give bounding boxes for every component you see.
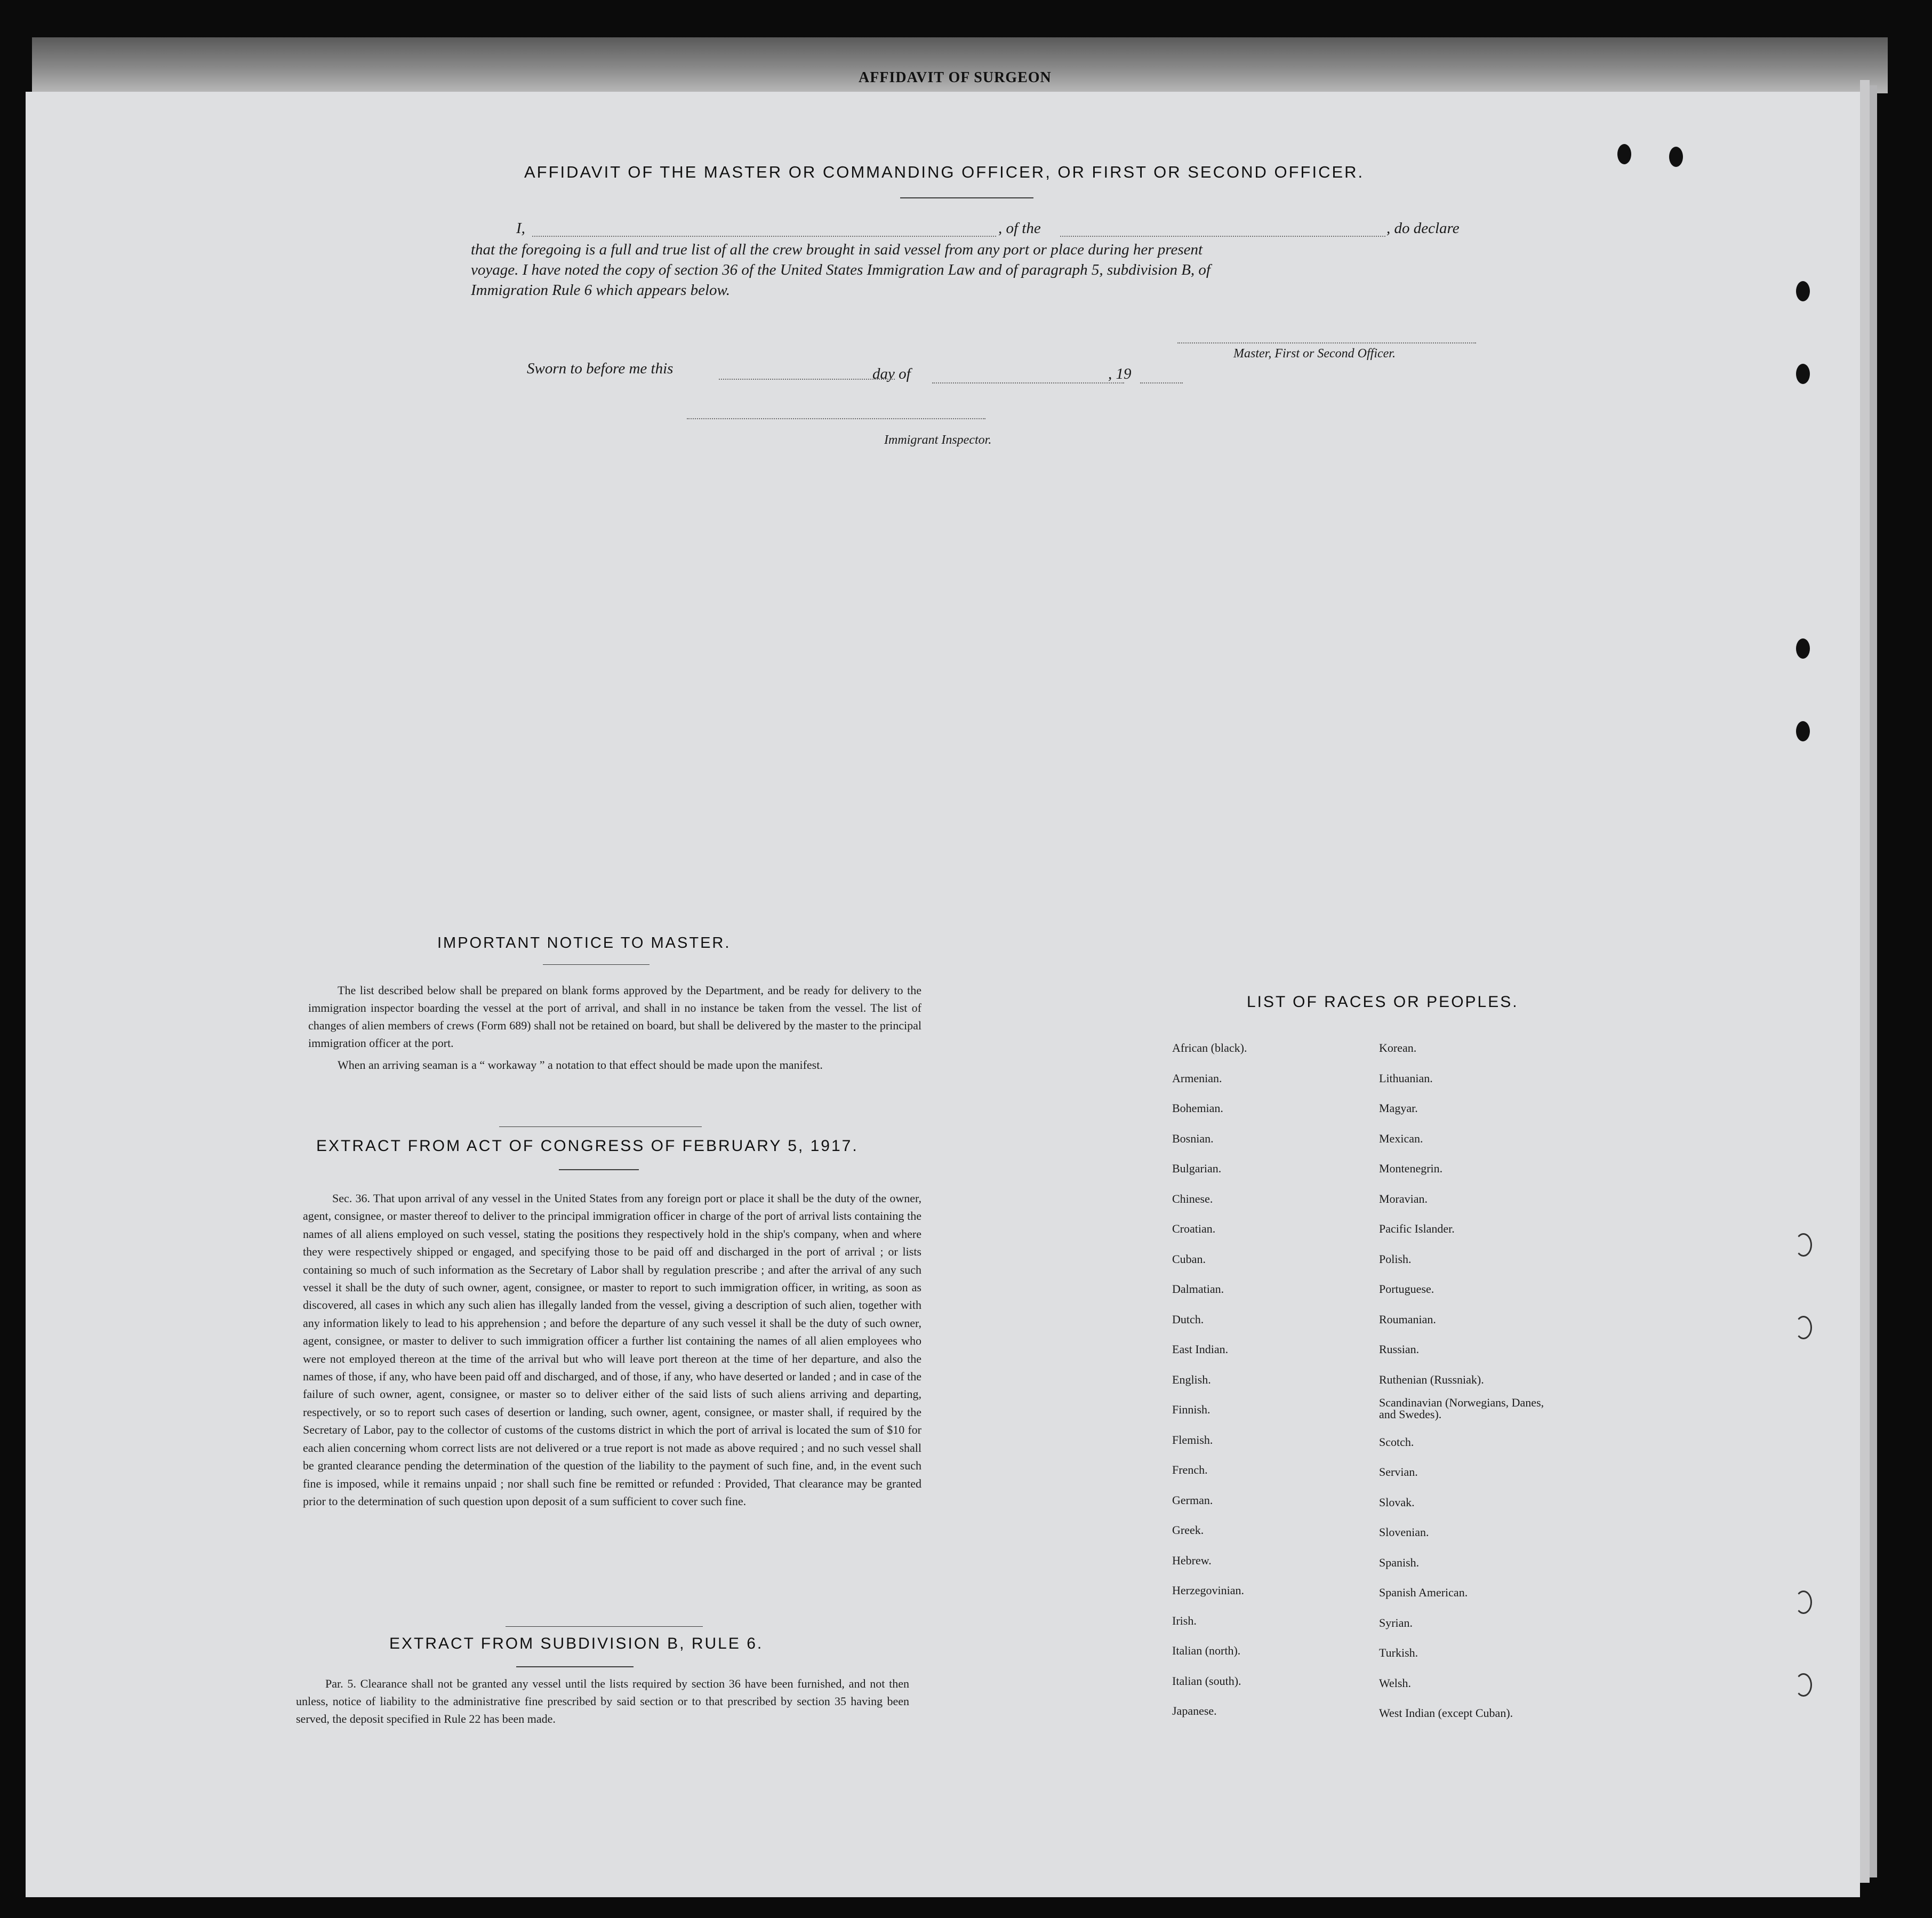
race-item: Armenian. <box>1172 1071 1222 1085</box>
sworn-year-blank[interactable] <box>1140 382 1183 383</box>
race-item: Dutch. <box>1172 1312 1204 1326</box>
inspector-blank[interactable] <box>687 418 985 419</box>
page-edge <box>1860 80 1870 1883</box>
race-item: Irish. <box>1172 1613 1197 1627</box>
sworn-month-blank[interactable] <box>932 382 1124 383</box>
rule-title: EXTRACT FROM SUBDIVISION B, RULE 6. <box>389 1635 764 1652</box>
race-item: Moravian. <box>1379 1192 1428 1205</box>
race-item: German. <box>1172 1493 1213 1507</box>
races-title: LIST OF RACES OR PEOPLES. <box>1247 993 1519 1011</box>
race-item: Montenegrin. <box>1379 1162 1443 1175</box>
race-item: Japanese. <box>1172 1704 1217 1717</box>
race-item: Croatian. <box>1172 1222 1216 1235</box>
race-item: Turkish. <box>1379 1646 1418 1659</box>
race-item: Ruthenian (Russniak). <box>1379 1372 1484 1386</box>
race-item: Korean. <box>1379 1041 1417 1054</box>
signature-blank[interactable] <box>1177 342 1476 343</box>
race-item: Polish. <box>1379 1252 1412 1266</box>
race-item: Finnish. <box>1172 1403 1210 1416</box>
signature-label: Master, First or Second Officer. <box>1233 347 1396 361</box>
race-item: Spanish American. <box>1379 1586 1468 1599</box>
name-blank[interactable] <box>532 236 996 237</box>
notice-paragraph: The list described below shall be prepared on blank forms approved by the Department, and be ready for delivery to the immigration inspector boarding the vessel at the port of arrival, and shall in no instance be taken from the vessel. The list of changes of alien members of crews (Form 689) shall not be retained on board, but shall be delivered by the master to the principal immigration officer at the port. <box>308 984 921 1050</box>
affidavit-of-the: , of the <box>998 220 1041 237</box>
races-list-left <box>1172 1033 1247 1727</box>
race-item: Spanish. <box>1379 1555 1420 1569</box>
race-item: East Indian. <box>1172 1342 1229 1356</box>
punch-hole <box>1795 1673 1812 1697</box>
sworn-day-of: day of <box>872 365 911 382</box>
race-item: Bosnian. <box>1172 1131 1214 1145</box>
affidavit-body-line: Immigration Rule 6 which appears below. <box>471 282 730 299</box>
race-item: Italian (south). <box>1172 1674 1241 1688</box>
race-item: Chinese. <box>1172 1192 1213 1205</box>
race-item: Scandinavian (Norwegians, Danes, and Swedes). <box>1379 1396 1544 1421</box>
race-item: Italian (north). <box>1172 1644 1241 1657</box>
race-item: Pacific Islander. <box>1379 1222 1455 1235</box>
rule-top-rule <box>506 1626 703 1627</box>
race-item: Slovak. <box>1379 1495 1415 1509</box>
punch-hole <box>1795 1233 1812 1257</box>
notice-paragraph: When an arriving seaman is a “ workaway ” a notation to that effect should be made upon the manifest. <box>338 1058 823 1072</box>
rule-paragraph-5: Par. 5. Clearance shall not be granted any vessel until the lists required by section 36 have been furnished, and not then unless, notice of liability to the administrative fine prescribed by said section or to that prescribed by section 35 having been served, the deposit specified in Rule 22 has been made. <box>296 1677 909 1725</box>
race-item: Syrian. <box>1379 1616 1413 1629</box>
race-item: French. <box>1172 1463 1208 1476</box>
race-item: Portuguese. <box>1379 1282 1434 1296</box>
rule-body <box>296 1675 909 1728</box>
race-item: Dalmatian. <box>1172 1282 1224 1296</box>
race-item: Bulgarian. <box>1172 1162 1222 1175</box>
notice-title: IMPORTANT NOTICE TO MASTER. <box>437 934 731 952</box>
inspector-label: Immigrant Inspector. <box>884 433 992 447</box>
punch-hole <box>1669 147 1683 167</box>
act-title: EXTRACT FROM ACT OF CONGRESS OF FEBRUARY 5, 1917. <box>316 1137 859 1155</box>
race-item: Russian. <box>1379 1342 1420 1356</box>
race-item: English. <box>1172 1372 1211 1386</box>
act-body <box>303 1189 921 1510</box>
race-item: Welsh. <box>1379 1676 1411 1690</box>
punch-hole <box>1796 638 1810 659</box>
affidavit-body-line: that the foregoing is a full and true list of all the crew brought in said vessel from any port or place during her present <box>471 241 1203 258</box>
form-page <box>26 92 1860 1897</box>
punch-hole <box>1796 364 1810 384</box>
notice-rule <box>543 964 650 965</box>
act-section-36: Sec. 36. That upon arrival of any vessel in the United States from any foreign port or place it shall be the duty of the owner, agent, consignee, or master thereof to deliver to the principal immigration officer in charge of the port of arrival lists containing the names of all aliens employed on such vessel, stating the positions they respectively hold in the ship's company, when and where they were respectively shipped or engaged, and specifying those to be paid off and discharged in the port of arrival ; or lists containing so much of such information as the Secretary of Labor shall by regulation prescribe ; and after the arrival of any such vessel it shall be the duty of such owner, agent, consignee, or master to report to such immigration officer, in writing, as soon as discovered, all cases in which any such alien has illegally landed from the vessel, giving a description of such alien, together with any information likely to lead to his apprehension ; and before the departure of any such vessel it shall be the duty of such owner, agent, consignee, or master to deliver to such immigration officer a further list containing the names of all alien employees who were not employed thereon at the time of the arrival but who will leave port thereon at the time of her departure, and also the names of those, if any, who have been paid off and discharged, and of those, if any, who have deserted or landed ; and in case of the failure of such owner, agent, consignee, or master so to deliver either of the said lists of such aliens arriving and departing, respectively, or so to report such cases of desertion or landing, such owner, agent, consignee, or master shall, if required by the Secretary of Labor, pay to the collector of customs of the customs district in which the port of arrival is located the sum of $10 for each alien concerning whom correct lists are not delivered or a true report is not made as above required ; and no such vessel shall be granted clearance pending the determination of the question of the liability to the payment of such fine, and, in the event such fine is imposed, while it remains unpaid ; nor shall such fine be remitted or refunded : Provided, That clearance may be granted prior to the determination of such question upon deposit of a sum sufficient to cover such fine. <box>303 1192 921 1508</box>
race-item: Lithuanian. <box>1379 1071 1433 1085</box>
act-title-rule <box>559 1169 639 1170</box>
punch-hole <box>1795 1316 1812 1339</box>
race-item: Herzegovinian. <box>1172 1584 1244 1597</box>
race-item: West Indian (except Cuban). <box>1379 1706 1513 1720</box>
sworn-year: , 19 <box>1108 365 1132 382</box>
race-item: Cuban. <box>1172 1252 1206 1266</box>
race-item: Bohemian. <box>1172 1101 1223 1115</box>
race-item: Roumanian. <box>1379 1312 1436 1326</box>
race-item: Mexican. <box>1379 1131 1423 1145</box>
sworn-day-blank[interactable] <box>719 379 895 380</box>
punch-hole <box>1795 1591 1812 1614</box>
punch-hole <box>1796 281 1810 301</box>
races-list-right <box>1379 1033 1555 1729</box>
affidavit-title-rule <box>900 197 1033 198</box>
sworn-prefix: Sworn to before me this <box>527 360 674 377</box>
notice-text <box>308 981 921 1074</box>
affidavit-body-line: voyage. I have noted the copy of section 36 of the United States Immigration Law and of paragraph 5, subdivision B, of <box>471 261 1210 278</box>
punch-hole <box>1796 721 1810 741</box>
race-item: Hebrew. <box>1172 1553 1212 1567</box>
race-item: Flemish. <box>1172 1433 1213 1447</box>
race-item: Magyar. <box>1379 1101 1418 1115</box>
header-strip-label: AFFIDAVIT OF SURGEON <box>859 69 1052 86</box>
affidavit-do-declare: , do declare <box>1386 220 1460 237</box>
header-strip <box>32 37 1888 93</box>
page-edge <box>1870 85 1877 1877</box>
race-item: Greek. <box>1172 1523 1204 1537</box>
affidavit-i: I, <box>516 220 525 237</box>
rule-title-rule <box>516 1666 634 1667</box>
race-item: Slovenian. <box>1379 1525 1429 1539</box>
race-item: African (black). <box>1172 1041 1247 1054</box>
affidavit-title: AFFIDAVIT OF THE MASTER OR COMMANDING OFFICER, OR FIRST OR SECOND OFFICER. <box>524 163 1365 181</box>
act-top-rule <box>499 1126 702 1127</box>
punch-hole <box>1617 144 1631 164</box>
race-item: Servian. <box>1379 1465 1418 1479</box>
race-item: Scotch. <box>1379 1435 1414 1449</box>
vessel-blank[interactable] <box>1060 236 1385 237</box>
